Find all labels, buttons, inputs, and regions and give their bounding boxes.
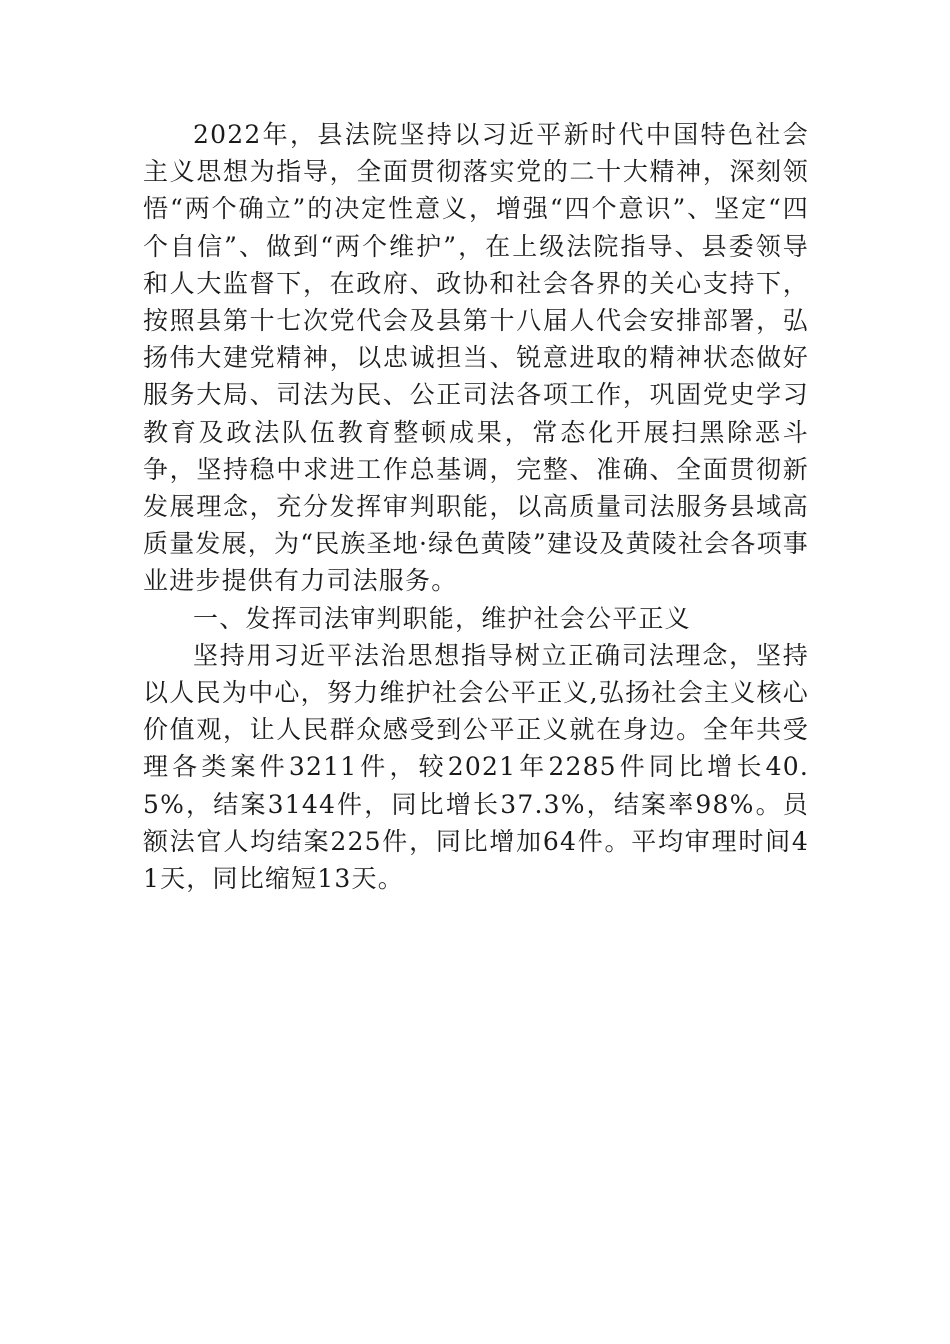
document-body (143, 116, 809, 897)
section-heading: 一、发挥司法审判职能，维护社会公平正义 (193, 603, 691, 633)
section-paragraph: 坚持用习近平法治思想指导树立正确司法理念，坚持以人民为中心，努力维护社会公平正义,弘扬社会主义核心价值观，让人民群众感受到公平正义就在身边。全年共受理各类案件3211件，较2021年2285件同比增长40.5%，结案3144件，同比增长37.3%，结案率98%。员额法官人均结案225件，同比增加64件。平均审理时间41天，同比缩短13天。 (143, 640, 809, 894)
intro-paragraph: 2022年，县法院坚持以习近平新时代中国特色社会主义思想为指导，全面贯彻落实党的二十大精神，深刻领悟“两个确立”的决定性意义，增强“四个意识”、坚定“四个自信”、做到“两个维护”，在上级法院指导、县委领导和人大监督下，在政府、政协和社会各界的关心支持下，按照县第十七次党代会及县第十八届人代会安排部署，弘扬伟大建党精神，以忠诚担当、锐意进取的精神状态做好服务大局、司法为民、公正司法各项工作，巩固党史学习教育及政法队伍教育整顿成果，常态化开展扫黑除恶斗争，坚持稳中求进工作总基调，完整、准确、全面贯彻新发展理念，充分发挥审判职能，以高质量司法服务县域高质量发展，为“民族圣地·绿色黄陵”建设及黄陵社会各项事业进步提供有力司法服务。 (143, 120, 809, 596)
